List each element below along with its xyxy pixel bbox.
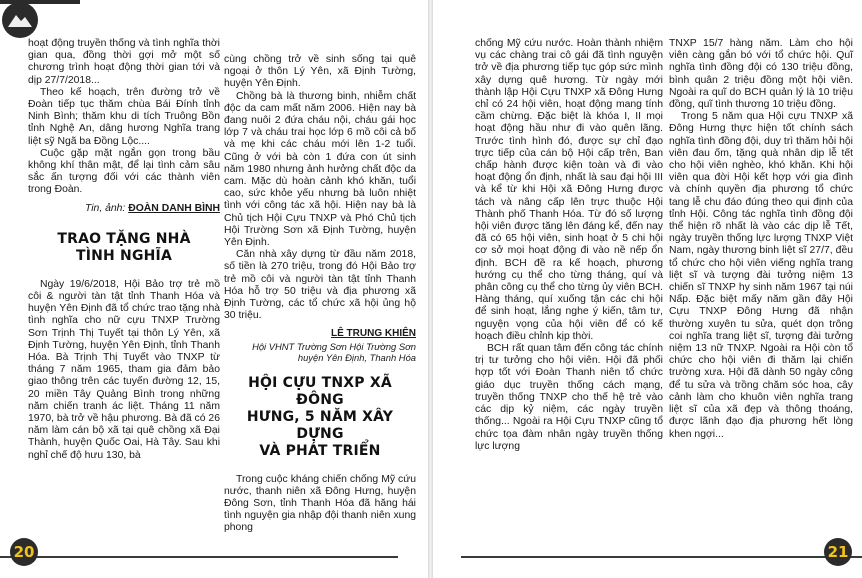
footer-rule <box>461 556 862 558</box>
paragraph: cùng chồng trở về sinh sống tại quê ngoại ở thôn Lý Yên, xã Định Tường, huyện Yên Định. <box>224 54 416 90</box>
headline-line: TÌNH NGHĨA <box>75 247 173 264</box>
byline <box>28 203 220 215</box>
paragraph: Cuộc gặp mặt ngắn gọn trong bầu không khí thân mật, để lại tình cảm sâu sắc ấn tượng đối với các thành viên trong Đoàn. <box>28 147 220 196</box>
paragraph: Căn nhà xây dựng từ đầu năm 2018, số tiền là 270 triệu, trong đó Hội Bảo trợ trẻ mồ côi và người tàn tật tỉnh Thanh Hóa hỗ trợ 50 triệu và địa phương xã Định Tường, các tổ chức xã hội ủng hộ 30 triệu. <box>224 249 416 322</box>
headline-line: HƯNG, 5 NĂM XÂY DỰNG <box>246 408 394 442</box>
author-title: Hội VHNT Trường Sơn Hội Trường Sơn huyện Yên Định, Thanh Hóa <box>252 340 416 363</box>
right-column-2 <box>669 38 853 441</box>
left-column-2 <box>224 54 416 535</box>
paragraph: Trong 5 năm qua Hội cựu TNXP xã Đông Hưng thực hiện tốt chính sách nghĩa tình đồng đội, duy trì thăm hỏi hội viên đau ốm, tặng quà nhân dịp lễ tết cho hội viên nghèo, khó khăn. Khi hội viên qua đời Hội kết hợp với gia đình và chính quyền địa phương tổ chức tang lễ chu đáo đúng theo qui định của tỉnh Hội. Công tác nghĩa tình đồng đội thể hiện rõ nhất là vào các dịp lễ Tết, ngày truyền thống lực lượng TNXP Việt Nam, ngày thương binh liệt sĩ 27/7, đều tổ chức cho hội viên viếng nghĩa trang liệt sĩ và tượng đài tưởng niệm 13 chiến sĩ TNXP hy sinh năm 1967 tại núi Nấp. Đặc biệt mấy năm gần đây Hội Cựu TNXP Đông Hưng đã nhận thường xuyên tu sửa, quét dọn trông coi nghĩa trang liệt sĩ, tượng đài tưởng niệm 13 nữ TNXP. Ngoài ra Hội còn tổ chức cho hội viên đi thăm lại chiến trường xưa. Hội đã dành 50 ngày công để tu sửa và trồng chăm sóc hoa, cây cảnh làm cho khuôn viên nghĩa trang liệt sĩ của xã đẹp và thông thoáng, được lãnh đạo địa phương hết lòng khen ngợi... <box>669 111 853 440</box>
mountain-logo-icon <box>2 2 38 38</box>
author-name: LÊ TRUNG KHIÊN <box>331 328 416 340</box>
paragraph: hoạt động truyền thống và tình nghĩa thời gian qua, đồng thời gợi mở một số chương trình hoạt động thời gian tới và dịp 27/7/2018... <box>28 38 220 86</box>
page-number-left: 20 <box>10 538 38 566</box>
paragraph: Theo kế hoạch, trên đường trở về Đoàn tiếp tục thăm chùa Bái Đính tỉnh Ninh Bình; thăm khu di tích Truông Bồn tỉnh Nghệ An, dâng hương Nghĩa trang liệt sỹ Ngã ba Đồng Lộc.... <box>28 86 220 147</box>
right-page <box>433 0 862 578</box>
headline-line: VÀ PHÁT TRIỂN <box>259 442 381 459</box>
byline-prefix: Tin, ảnh: <box>84 202 129 214</box>
paragraph: BCH rất quan tâm đến công tác chính trị tư tưởng cho hội viên. Hội đã phối hợp tốt với Đoàn Thanh niên tổ chức giáo dục truyền thống cách mạng, truyền thống TNXP cho thế hệ trẻ vào các dịp kỷ niệm, các ngày truyền thống... Ngoài ra Hội Cựu TNXP cũng tổ chức tọa đàm nhân ngày truyền thống lực lượng <box>475 343 663 452</box>
left-page <box>0 0 428 578</box>
paragraph: Trong cuộc kháng chiến chống Mỹ cứu nước, thanh niên xã Đông Hưng, huyện Đông Sơn, tỉnh Thanh Hóa đã hăng hái tình nguyện gia nhập đội thanh niên xung phong <box>224 473 416 534</box>
left-column-1 <box>28 38 220 462</box>
paragraph: chống Mỹ cứu nước. Hoàn thành nhiệm vụ các chàng trai cô gái đã tình nguyện trở về địa phương tiếp tục góp sức mình xây dựng quê hương. Từ ngày mới thành lập Hội Cựu TNXP xã Đông Hưng chỉ có 24 hội viên, hoạt động mang tính cầm chừng. Đặc biệt là khóa I, II mọi hoạt động hầu như đi vào quên lãng. Trước tình hình đó, được sự chỉ đạo trực tiếp của cán bộ Hội cấp trên, Ban chấp hành được kiện toàn và đi vào hoạt động ổn định, nhất là sau đại hội III và kể từ khi Hội xã Đông Hưng được tách và nâng cấp lên trực thuộc Hội Thành phố Thanh Hóa. Từ đó số lượng hội viên được tăng lên đáng kể, đến nay đã có 65 hội viên, sinh hoạt ở 5 chi hội cơ sở mọi hoạt động đi vào nề nếp ổn định. BCH đề ra kế hoạch, phương hướng cụ thể cho từng tháng, quí và phân công cụ thể cho từng ủy viên BCH. Hàng tháng, quí xuống tận các chi hội để sinh hoạt, lắng nghe ý kiến, tâm tư, nguyện vọng của hội viên để có kế hoạch điều chỉnh kịp thời. <box>475 38 663 342</box>
footer-rule <box>0 556 398 558</box>
paragraph: Ngày 19/6/2018, Hội Bảo trợ trẻ mồ côi & người tàn tật tỉnh Thanh Hóa và huyện Yên Định đã tổ chức trao tặng nhà tình nghĩa cho nữ cựu TNXP Trường Sơn Trịnh Thị Tuyết tại thôn Lý Yên, xã Định Tường, huyện Yên Định, tỉnh Thanh Hóa. Bà Trịnh Thị Tuyết vào TNXP từ tháng 7 năm 1965, tham gia đảm bảo giao thông trên các tuyến đường 12, 15, 20 miền Tây Quảng Bình trong những năm chiến tranh ác liệt. Tháng 11 năm 1970, bà trở về hậu phương. Bà đã có 26 năm làm cán bộ xã tại quê chồng xã Đại Thành, huyện Quốc Oai, Hà Tây. Sau khi nghỉ chế độ hưu 130, bà <box>28 278 220 461</box>
article-headline <box>224 375 416 460</box>
byline-name: ĐOÀN DANH BÌNH <box>128 202 220 214</box>
paragraph: Chồng bà là thương binh, nhiễm chất độc da cam mất năm 2006. Hiện nay bà đang nuôi 2 đứa cháu nội, cháu gái học lớp 7 và cháu trai học lớp 6 mồ côi cả bố và mẹ khi các cháu mới lên 1-2 tuổi. Cũng ở với bà còn 1 đứa con út sinh năm 1980 nhưng ảnh hưởng chất độc da cam. Mặc dù hoàn cảnh khó khăn, tuổi cao, sức khỏe yếu nhưng bà luôn nhiệt tình với công tác xã hội. Hiện nay bà là Chủ tịch Hội Cựu TNXP và Phó Chủ tịch Hội Trường Sơn xã Định Tường, huyện Yên Định. <box>224 90 416 249</box>
headline-line: HỘI CỰU TNXP XÃ ĐÔNG <box>248 374 392 408</box>
paragraph: TNXP 15/7 hàng năm. Làm cho hội viên càng gắn bó với tổ chức hội. Quĩ nghĩa tình đồng đội có 130 triệu đồng, bình quân 2 triệu đồng một hội viên. Ngoài ra quĩ do BCH quản lý là 10 triệu đồng, quĩ tình thương 10 triệu đồng. <box>669 38 853 111</box>
article-headline <box>28 231 220 265</box>
page-number-right: 21 <box>824 538 852 566</box>
headline-line: TRAO TẶNG NHÀ <box>57 230 191 247</box>
right-column-1 <box>475 38 663 453</box>
